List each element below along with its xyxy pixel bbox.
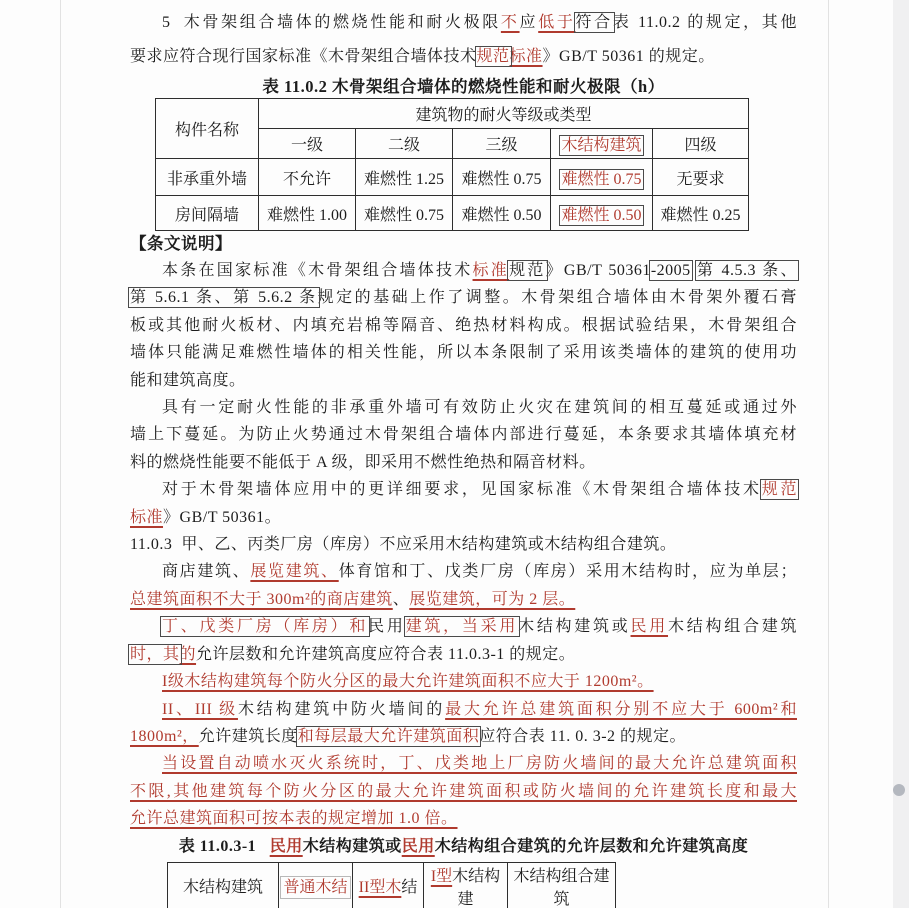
text-segment: 具有一定耐火性能的非承重外墙可有效防止火灾在建筑间的相互蔓延或通过外	[162, 399, 797, 417]
table-column-header	[453, 129, 551, 159]
text-line	[130, 421, 797, 448]
document-content	[130, 6, 797, 908]
text-segment: 木结构组合建筑的允许层数和允许建筑高度	[434, 837, 749, 855]
page-left-edge	[60, 0, 61, 908]
table-cell	[279, 862, 353, 908]
text-segment: 一级	[290, 137, 323, 154]
table-corner-header: 构件名称	[156, 99, 259, 159]
table-row	[156, 196, 749, 231]
table-11-0-3-1-title	[130, 835, 797, 859]
text-segment: 第 5.6.1 条、第 5.6.2 条	[130, 289, 318, 307]
text-segment: 对于木骨架墙体应用中的更详细要求，见国家标准《木骨架组合墙体技术	[162, 481, 762, 499]
row-label: 非承重外墙	[156, 159, 259, 196]
fire-resistance-table	[155, 98, 749, 231]
table-cell	[353, 862, 424, 908]
text-segment: 表 11.0.3-1	[178, 837, 270, 855]
table-cell	[424, 862, 508, 908]
text-segment: 难燃性 1.00	[266, 206, 347, 224]
table-cell	[653, 159, 749, 196]
text-segment: 要求应符合现行国家标准《木骨架组合墙体技术	[130, 48, 477, 65]
text-line	[130, 476, 797, 503]
table-11-0-2-title: 表 11.0.2 木骨架组合墙体的燃烧性能和耐火极限（h）	[262, 77, 665, 96]
commentary-paragraphs	[130, 257, 797, 833]
text-segment: 》GB/T 50361	[545, 262, 651, 279]
text-segment: II型木	[358, 879, 402, 897]
text-segment: 最大允许总建筑面积分别不应大于 600m²和	[445, 700, 797, 718]
text-segment: I级木结构建筑每个防火分区的最大允许建筑面积不应大于 1200m²。	[162, 673, 654, 691]
table-row	[168, 862, 616, 908]
text-segment: -2005	[650, 262, 691, 279]
text-line	[130, 6, 797, 40]
text-line	[130, 284, 797, 311]
text-segment: 难燃性 0.75	[363, 206, 444, 224]
text-segment: 标准	[130, 508, 164, 526]
table-column-header	[259, 129, 356, 159]
text-segment: 丁、戊类厂房（库房）和	[162, 618, 369, 636]
text-line	[130, 449, 797, 476]
text-segment: 木结构建筑或	[518, 618, 631, 636]
text-line	[130, 613, 797, 640]
table-cell	[259, 196, 356, 231]
table-cell	[551, 196, 653, 231]
text-segment: 规范	[761, 481, 797, 499]
text-segment: 难燃性 1.25	[363, 170, 444, 188]
text-segment: 二级	[387, 137, 420, 154]
scroll-indicator-dot[interactable]	[893, 784, 905, 796]
text-segment: 难燃性 0.50	[461, 206, 542, 224]
text-segment: 墙体只能满足难燃性墙体的相关性能，所以本条限制了采用该类墙体的建筑的使用功	[130, 344, 797, 362]
text-segment: 木结构建	[452, 867, 501, 908]
scrollbar-track[interactable]	[893, 0, 909, 908]
text-segment: 表 11.0.2 的规定，其他	[612, 14, 797, 31]
text-line	[130, 367, 797, 394]
text-segment: 11.0.3 甲、乙、丙类厂房（库房）不应采用木结构建筑或木结构组合建筑。	[130, 536, 677, 554]
text-segment: 四级	[684, 137, 717, 154]
text-line	[130, 312, 797, 339]
text-segment: 》GB/T 50361 的规定。	[542, 48, 715, 65]
text-line	[130, 778, 797, 805]
allowed-stories-table	[167, 862, 616, 908]
text-line	[130, 339, 797, 366]
text-segment: 木结构组合建筑	[513, 867, 610, 908]
text-segment: 结	[401, 879, 418, 897]
text-segment: 规范	[509, 262, 546, 279]
text-segment: 总建筑面积不大于 300m²的商店建筑	[130, 590, 393, 608]
text-segment: 》GB/T 50361。	[163, 508, 282, 526]
text-segment: 三级	[485, 137, 518, 154]
text-line	[130, 641, 797, 668]
row-label: 房间隔墙	[156, 196, 259, 231]
text-segment: 民用	[368, 618, 406, 636]
table-cell	[653, 196, 749, 231]
text-segment: 允许建筑长度	[198, 727, 298, 745]
text-segment: 难燃性 0.50	[561, 206, 642, 224]
table-cell	[356, 196, 453, 231]
commentary-section-label: 【条文说明】	[130, 234, 232, 253]
text-line	[130, 40, 797, 74]
text-segment: 符合	[575, 14, 613, 31]
text-segment: 本条在国家标准《木骨架组合墙体技术	[162, 262, 473, 279]
text-segment: 1800m²，	[130, 727, 199, 745]
text-segment: 规定的基础上作了调整。木骨架组合墙体由木骨架外覆石膏	[317, 289, 797, 307]
text-segment	[691, 262, 697, 279]
text-segment: 时，其	[130, 645, 180, 663]
text-segment: 和每层最大允许建筑面积	[297, 727, 480, 745]
table-cell	[259, 159, 356, 196]
table-group-header: 建筑物的耐火等级或类型	[259, 99, 749, 129]
text-segment: 标准	[472, 262, 510, 279]
text-segment: 建筑，当采用	[405, 618, 519, 636]
text-segment: 木结构建筑或	[302, 837, 402, 855]
table-cell	[551, 159, 653, 196]
text-segment: 能和建筑高度。	[130, 371, 246, 389]
text-segment: 木结构建筑	[561, 137, 642, 154]
text-segment: 第 4.5.3 条、	[696, 262, 797, 279]
text-segment: II、III 级	[162, 700, 238, 718]
table-column-header	[653, 129, 749, 159]
text-line	[130, 805, 797, 832]
table-cell	[508, 862, 616, 908]
text-segment: 民用	[401, 837, 435, 855]
text-segment: 木结构建筑	[182, 879, 263, 897]
text-segment: 板或其他耐火板材、内填充岩棉等隔音、绝热材料构成。根据试验结果，木骨架组合	[130, 316, 797, 334]
text-segment: 规范	[476, 48, 510, 65]
text-segment: 木结构组合建筑	[668, 618, 797, 636]
table-cell	[168, 862, 279, 908]
page-right-edge	[828, 0, 829, 908]
table-column-header	[551, 129, 653, 159]
text-line	[130, 750, 797, 777]
clause-5-paragraph	[130, 6, 797, 74]
text-segment: 无要求	[676, 170, 725, 188]
text-line	[130, 531, 797, 558]
text-segment: 标准	[509, 48, 543, 65]
text-line	[130, 558, 797, 585]
text-segment: 应	[519, 14, 539, 31]
text-segment: 不限,其他建筑每个防火分区的最大允许建筑面积或防火墙间的允许建筑长度和最大	[130, 782, 797, 800]
text-segment: 展览建筑、	[250, 563, 339, 581]
text-segment: 当设置自动喷水灭火系统时，丁、戊类地上厂房防火墙间的最大允许总建筑面积	[162, 755, 797, 773]
text-line	[130, 504, 797, 531]
text-segment: 应符合表 11. 0. 3-2 的规定。	[479, 727, 687, 745]
text-segment: 允许层数和允许建筑高度应符合表 11.0.3-1 的规定。	[196, 645, 576, 663]
text-segment: 不	[500, 14, 520, 31]
text-segment: 难燃性 0.75	[461, 170, 542, 188]
text-line	[130, 586, 797, 613]
text-line	[130, 723, 797, 750]
text-segment: 、	[392, 590, 410, 608]
text-segment: 商店建筑、	[162, 563, 251, 581]
text-segment: 5 木骨架组合墙体的燃烧性能和耐火极限	[162, 14, 501, 31]
text-segment: 不允许	[282, 170, 331, 188]
text-segment: 允许总建筑面积可按本表的规定增加 1.0 倍。	[130, 810, 458, 828]
text-segment: 墙上下蔓延。为防止火势通过木骨架组合墙体内部进行蔓延，本条要求其墙体填充材	[130, 426, 797, 444]
table-cell	[453, 196, 551, 231]
text-segment: 普通木结	[283, 879, 348, 897]
text-line	[130, 257, 797, 284]
text-line	[130, 668, 797, 695]
text-segment: 的	[179, 645, 197, 663]
table-cell	[453, 159, 551, 196]
table-column-header	[356, 129, 453, 159]
table-cell	[356, 159, 453, 196]
text-segment: 木结构建筑中防火墙间的	[237, 700, 446, 718]
text-segment: 体育馆和丁、戊类厂房（库房）采用木结构时，应为单层；	[338, 563, 797, 581]
text-line	[130, 696, 797, 723]
text-segment: I型	[430, 867, 453, 885]
table-row	[156, 159, 749, 196]
text-segment: 难燃性 0.75	[561, 170, 642, 188]
text-segment: 民用	[269, 837, 303, 855]
text-segment: 展览建筑，可为 2 层。	[409, 590, 576, 608]
text-segment: 料的燃烧性能要不能低于 A 级，即采用不燃性绝热和隔音材料。	[130, 453, 596, 471]
text-segment: 低于	[538, 14, 576, 31]
text-segment: 难燃性 0.25	[660, 206, 741, 224]
text-line	[130, 394, 797, 421]
text-segment: 民用	[630, 618, 669, 636]
